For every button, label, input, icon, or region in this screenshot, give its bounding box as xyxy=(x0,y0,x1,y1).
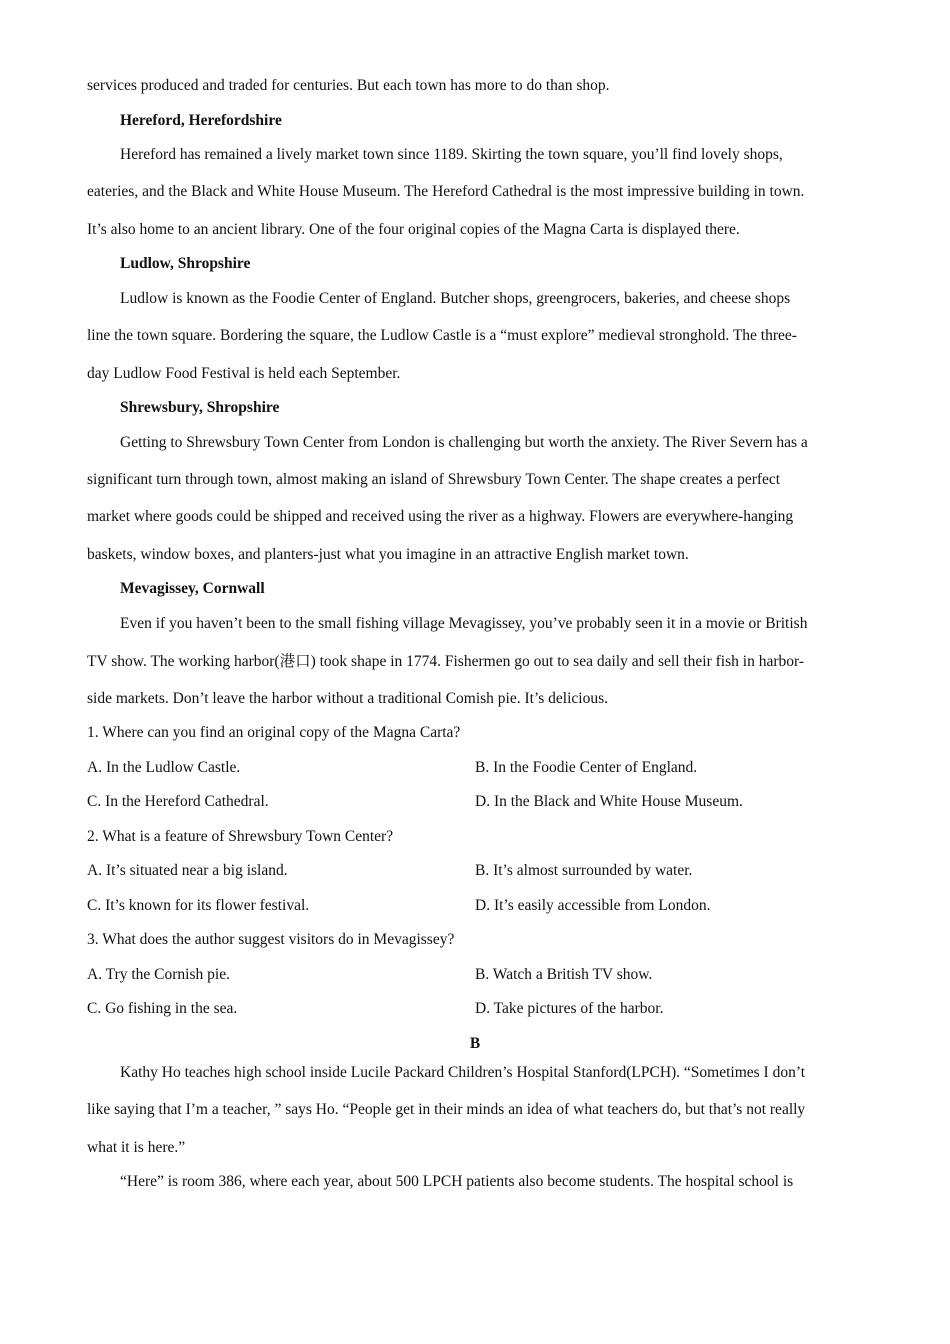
question-3-option-b: B. Watch a British TV show. xyxy=(475,966,653,983)
question-1-option-c: C. In the Hereford Cathedral. xyxy=(87,793,269,810)
question-3-option-c: C. Go fishing in the sea. xyxy=(87,1000,238,1017)
paragraph-line: like saying that I’m a teacher, ” says Ho. “People get in their minds an idea of what teachers do, but that’s not really xyxy=(87,1101,806,1118)
paragraph-line: Kathy Ho teaches high school inside Lucile Packard Children’s Hospital Stanford(LPCH). “Sometimes I don’t xyxy=(120,1064,806,1081)
paragraph-line: what it is here.” xyxy=(87,1139,186,1156)
paragraph-line: “Here” is room 386, where each year, about 500 LPCH patients also become students. The hospital school is xyxy=(120,1173,794,1190)
paragraph-line: day Ludlow Food Festival is held each September. xyxy=(87,365,401,382)
question-3-option-d: D. Take pictures of the harbor. xyxy=(475,1000,664,1017)
section-heading-shrewsbury: Shrewsbury, Shropshire xyxy=(120,399,280,416)
paragraph-line: Getting to Shrewsbury Town Center from London is challenging but worth the anxiety. The River Severn has a xyxy=(120,434,808,451)
question-2: 2. What is a feature of Shrewsbury Town Center? xyxy=(87,828,394,845)
paragraph-line: Hereford has remained a lively market town since 1189. Skirting the town square, you’ll find lovely shops, xyxy=(120,146,783,163)
question-2-option-d: D. It’s easily accessible from London. xyxy=(475,897,711,914)
paragraph-line: TV show. The working harbor(港口) took shape in 1774. Fishermen go out to sea daily and sell their fish in harbor- xyxy=(87,653,805,670)
question-1-option-d: D. In the Black and White House Museum. xyxy=(475,793,743,810)
question-3-option-a: A. Try the Cornish pie. xyxy=(87,966,230,983)
passage-b-heading: B xyxy=(469,1035,481,1052)
paragraph-line: It’s also home to an ancient library. One of the four original copies of the Magna Carta is displayed there. xyxy=(87,221,740,238)
paragraph-line: eateries, and the Black and White House Museum. The Hereford Cathedral is the most impressive building in town. xyxy=(87,183,805,200)
paragraph-line: baskets, window boxes, and planters-just what you imagine in an attractive English market town. xyxy=(87,546,689,563)
paragraph-line: services produced and traded for centuries. But each town has more to do than shop. xyxy=(87,77,610,94)
question-1-option-a: A. In the Ludlow Castle. xyxy=(87,759,241,776)
section-heading-mevagissey: Mevagissey, Cornwall xyxy=(120,580,265,597)
question-2-option-c: C. It’s known for its flower festival. xyxy=(87,897,310,914)
paragraph-line: market where goods could be shipped and received using the river as a highway. Flowers are everywhere-hanging xyxy=(87,508,794,525)
question-1: 1. Where can you find an original copy of the Magna Carta? xyxy=(87,724,461,741)
paragraph-line: line the town square. Bordering the square, the Ludlow Castle is a “must explore” medieval stronghold. The three- xyxy=(87,327,797,344)
paragraph-line: significant turn through town, almost making an island of Shrewsbury Town Center. The shape creates a perfect xyxy=(87,471,781,488)
question-3: 3. What does the author suggest visitors do in Mevagissey? xyxy=(87,931,455,948)
question-2-option-a: A. It’s situated near a big island. xyxy=(87,862,288,879)
section-heading-hereford: Hereford, Herefordshire xyxy=(120,112,282,129)
question-1-option-b: B. In the Foodie Center of England. xyxy=(475,759,698,776)
section-heading-ludlow: Ludlow, Shropshire xyxy=(120,255,251,272)
paragraph-line: Ludlow is known as the Foodie Center of England. Butcher shops, greengrocers, bakeries, and cheese shops xyxy=(120,290,791,307)
question-2-option-b: B. It’s almost surrounded by water. xyxy=(475,862,693,879)
paragraph-line: side markets. Don’t leave the harbor without a traditional Comish pie. It’s delicious. xyxy=(87,690,609,707)
paragraph-line: Even if you haven’t been to the small fishing village Mevagissey, you’ve probably seen it in a movie or British xyxy=(120,615,808,632)
